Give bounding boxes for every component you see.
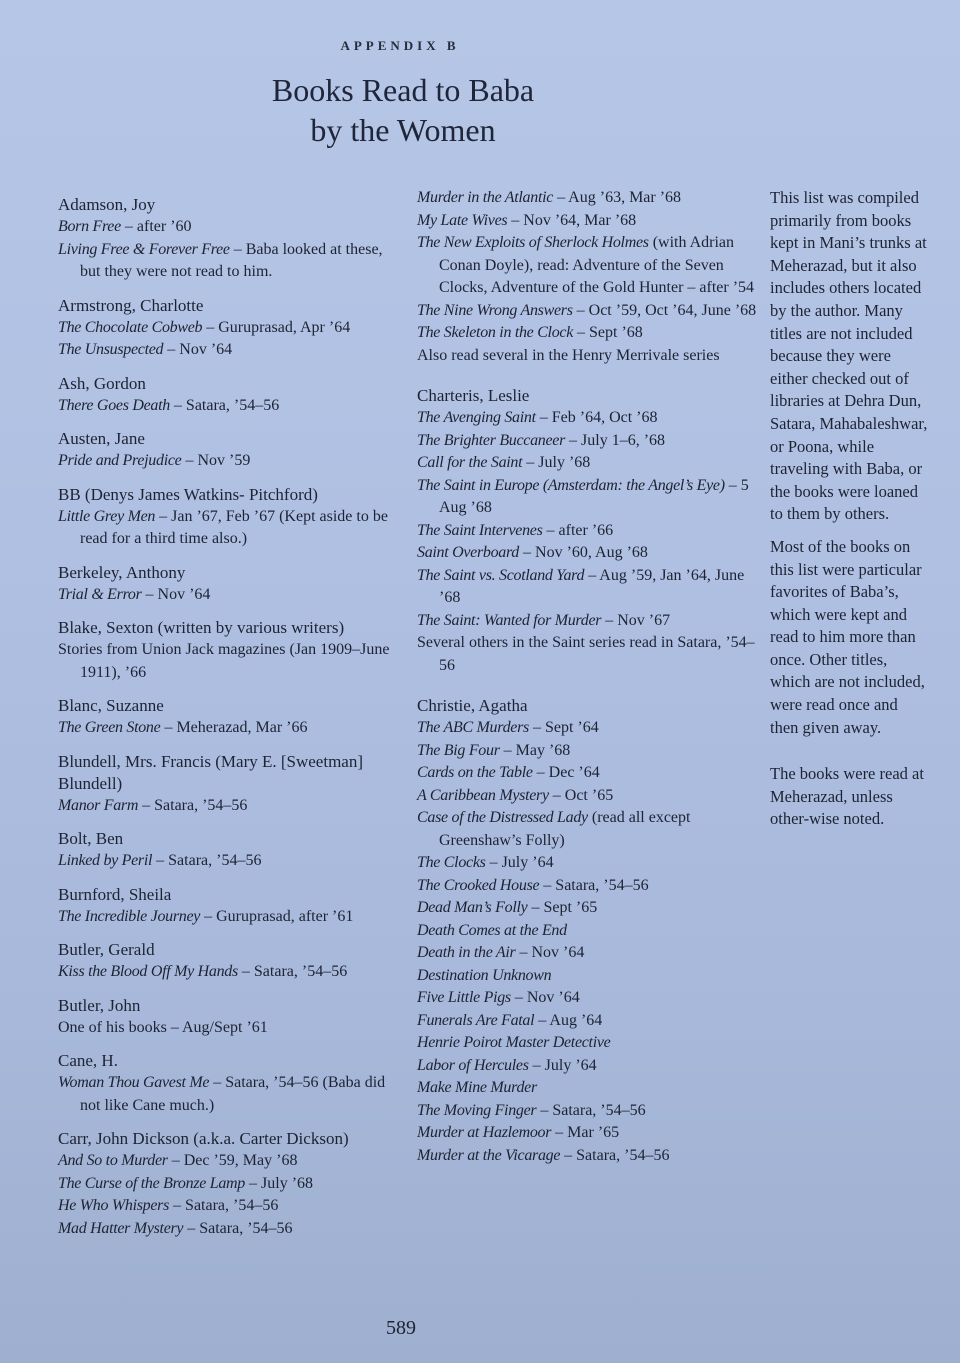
book-title: Cards on the Table: [417, 764, 533, 781]
author-entry: [58, 295, 403, 362]
book-title: Mad Hatter Mystery: [58, 1219, 184, 1237]
author-name: Austen, Jane: [58, 429, 145, 448]
book-line: [417, 452, 757, 475]
book-title: Labor of Hercules: [417, 1056, 529, 1074]
book-title: Funerals Are Fatal: [417, 1011, 535, 1029]
title-line-1: Books Read to Baba: [271, 72, 535, 108]
book-note: – May ’68: [499, 741, 571, 759]
book-title: My Late Wives: [417, 211, 508, 229]
book-line: [58, 506, 403, 551]
author-entry: [58, 617, 403, 684]
book-line: [58, 717, 403, 740]
book-note: Stories from Union Jack magazines (Jan 1909–June 1911), ’66: [58, 641, 390, 681]
book-title: The Skeleton in the Clock: [417, 324, 574, 341]
book-note: – Satara, ’54–56 (Baba did not like Cane much.): [80, 1074, 386, 1114]
author-name: Ash, Gordon: [58, 373, 146, 393]
book-line: [417, 520, 757, 543]
book-title: Five Little Pigs: [417, 989, 511, 1006]
book-note: – Satara, ’54–56: [539, 876, 649, 894]
book-line: [417, 632, 757, 677]
book-line: [417, 942, 757, 965]
author-name: Blanc, Suzanne: [58, 696, 164, 715]
author-entry: [417, 695, 757, 1167]
column-1: [58, 194, 403, 1251]
book-line: [58, 395, 403, 418]
book-title: Make Mine Murder: [417, 1079, 537, 1096]
book-note: (with Adrian Conan Doyle), read: Adventure of the Seven Clocks, Adventure of the Gold Hunter – after ’54: [439, 234, 755, 296]
author-name: Burnford, Sheila: [58, 884, 172, 904]
book-note: – Satara, ’54–56: [560, 1146, 670, 1164]
book-title: Destination Unknown: [417, 966, 552, 984]
author-name: Carr, John Dickson (a.k.a. Carter Dickson): [58, 1129, 349, 1148]
author-entry: [58, 428, 403, 473]
book-note: (read all except Greenshaw’s Folly): [439, 809, 691, 849]
book-line: [417, 565, 757, 610]
book-line: [58, 1218, 403, 1241]
book-note: – Oct ’65: [548, 786, 614, 804]
book-title: The Saint vs. Scotland Yard: [417, 566, 585, 584]
book-line: [58, 639, 403, 684]
book-line: [417, 232, 757, 300]
book-line: [417, 542, 757, 565]
book-title: Call for the Saint: [417, 454, 523, 471]
book-title: He Who Whispers: [58, 1197, 170, 1214]
book-note: – Sept ’65: [527, 899, 598, 916]
book-note: – July ’68: [245, 1174, 314, 1192]
book-title: The Incredible Journey: [58, 907, 201, 925]
book-title: The Clocks: [417, 854, 486, 871]
book-line: [417, 407, 757, 430]
book-title: Death Comes at the End: [417, 921, 567, 939]
author-entry: [58, 194, 403, 284]
book-note: Several others in the Saint series read in Satara, ’54–56: [417, 634, 755, 674]
book-title: The Big Four: [417, 741, 500, 759]
author-name: Berkeley, Anthony: [58, 562, 186, 582]
book-note: – Sept ’68: [573, 324, 643, 341]
book-line: [417, 1032, 757, 1055]
book-note: – Nov ’64: [163, 341, 233, 358]
author-entry: [58, 562, 403, 607]
book-line: [58, 317, 403, 340]
book-line: [417, 187, 757, 210]
book-line: [417, 1010, 757, 1033]
book-note: – Satara, ’54–56: [169, 1197, 279, 1214]
book-note: – July 1–6, ’68: [565, 431, 666, 449]
book-line: [58, 1173, 403, 1196]
book-line: [58, 1017, 403, 1040]
side-note-paragraph-3: The books were read at Meherazad, unless other-wise noted.: [770, 764, 924, 829]
book-note: – after ’66: [542, 521, 614, 539]
book-title: The Saint Intervenes: [417, 521, 543, 539]
book-note: – Satara, ’54–56: [183, 1219, 293, 1237]
book-title: The Curse of the Bronze Lamp: [58, 1174, 246, 1192]
book-note: – Satara, ’54–56: [152, 852, 262, 869]
author-entry: [58, 995, 403, 1040]
book-line: [417, 1100, 757, 1123]
book-line: [58, 1195, 403, 1218]
book-line: [58, 906, 403, 929]
book-note: – Nov ’64, Mar ’68: [507, 211, 637, 229]
book-title: The Moving Finger: [417, 1101, 537, 1119]
book-title: The Saint: Wanted for Murder: [417, 611, 602, 629]
book-line: [58, 216, 403, 239]
book-note: One of his books – Aug/Sept ’61: [58, 1018, 268, 1036]
book-note: – Satara, ’54–56: [169, 396, 280, 414]
side-note-paragraph-2: Most of the books on this list were particular favorites of Baba’s, which were kept and read to him more than once. Other titles, which are not included, were read once and then given away.: [770, 536, 925, 737]
book-note: – Aug ’59, Jan ’64, June ’68: [439, 566, 745, 606]
book-line: [58, 1150, 403, 1173]
book-note: – Nov ’64: [515, 944, 585, 961]
author-name: Armstrong, Charlotte: [58, 295, 204, 315]
book-line: [58, 450, 403, 473]
book-note: – Nov ’64: [141, 585, 211, 603]
book-note: – after ’60: [120, 218, 192, 235]
book-title: The Avenging Saint: [417, 409, 536, 426]
book-title: And So to Murder: [58, 1152, 168, 1169]
book-note: – July ’68: [522, 454, 591, 471]
author-name: BB (Denys James Watkins- Pitchford): [58, 484, 318, 504]
book-title: Murder at Hazlemoor: [417, 1124, 552, 1141]
book-title: The Green Stone: [58, 719, 161, 736]
book-line: [417, 210, 757, 233]
book-note: Also read several in the Henry Merrivale series: [417, 346, 720, 364]
author-entry: [58, 884, 403, 929]
book-line: [417, 322, 757, 345]
book-title: Linked by Peril: [58, 852, 153, 869]
book-line: [417, 762, 757, 785]
book-line: [417, 785, 757, 808]
book-title: Death in the Air: [417, 944, 516, 961]
side-note: [770, 187, 930, 841]
author-entry: [58, 695, 403, 740]
author-name: Adamson, Joy: [58, 195, 156, 214]
book-line: [417, 897, 757, 920]
book-title: The Unsuspected: [58, 341, 164, 358]
book-title: Saint Overboard: [417, 544, 520, 561]
book-note: – Nov ’60, Aug ’68: [519, 544, 648, 561]
author-entry: [58, 1050, 403, 1117]
book-title: The Nine Wrong Answers: [417, 301, 573, 319]
book-title: Kiss the Blood Off My Hands: [58, 963, 238, 980]
book-note: – Nov ’59: [181, 452, 251, 469]
book-line: [417, 1055, 757, 1078]
book-line: [417, 875, 757, 898]
book-title: The New Exploits of Sherlock Holmes: [417, 234, 649, 251]
book-note: – Aug ’64: [534, 1011, 603, 1029]
book-note: – Guruprasad, Apr ’64: [202, 318, 351, 336]
book-note: – Feb ’64, Oct ’68: [535, 409, 658, 426]
author-entry: [58, 751, 403, 818]
book-title: Henrie Poirot Master Detective: [417, 1034, 611, 1051]
book-note: – Jan ’67, Feb ’67 (Kept aside to be read for a third time also.): [80, 507, 388, 547]
book-note: – July ’64: [528, 1056, 597, 1074]
book-note: – Aug ’63, Mar ’68: [553, 189, 682, 206]
book-line: [417, 1122, 757, 1145]
book-title: Little Grey Men: [58, 507, 156, 525]
book-title: Pride and Prejudice: [58, 452, 182, 469]
author-name: Blundell, Mrs. Francis (Mary E. [Sweetman] Blundell): [58, 751, 363, 793]
book-title: Woman Thou Gavest Me: [58, 1074, 210, 1091]
book-note: – July ’64: [485, 854, 554, 871]
book-note: – Nov ’64: [510, 989, 580, 1006]
author-entry: [417, 187, 757, 367]
book-line: [417, 807, 757, 852]
book-title: Manor Farm: [58, 796, 139, 814]
book-note: – Nov ’67: [601, 611, 671, 629]
author-name: Charteris, Leslie: [417, 386, 530, 405]
book-title: Living Free & Forever Free: [58, 240, 230, 258]
author-entry: [58, 828, 403, 873]
side-note-paragraph-1: This list was compiled primarily from books kept in Mani’s trunks at Meherazad, but it also includes others located by the author. Many titles are not included because they were either checked out of libraries at Dehra Dun, Satara, Mahabaleshwar, or Poona, while traveling with Baba, or the books were loaned to them by others.: [770, 188, 928, 524]
book-title: A Caribbean Mystery: [417, 786, 549, 804]
book-line: [417, 852, 757, 875]
appendix-label: APPENDIX B: [340, 38, 460, 53]
book-line: [417, 300, 757, 323]
book-note: – Sept ’64: [528, 719, 599, 736]
book-note: – Satara, ’54–56: [536, 1101, 646, 1119]
book-title: There Goes Death: [58, 396, 170, 414]
book-note: – Satara, ’54–56: [138, 796, 248, 814]
book-line: [58, 850, 403, 873]
book-line: [58, 961, 403, 984]
author-entry: [58, 939, 403, 984]
book-note: – Baba looked at these, but they were not read to him.: [80, 240, 383, 280]
book-line: [58, 584, 403, 607]
book-line: [417, 610, 757, 633]
author-entry: [58, 373, 403, 418]
book-title: Trial & Error: [58, 585, 142, 603]
column-2: [417, 187, 757, 1183]
book-line: [417, 1077, 757, 1100]
book-title: The Chocolate Cobweb: [58, 318, 203, 336]
author-name: Christie, Agatha: [417, 696, 528, 715]
book-note: – Mar ’65: [551, 1124, 620, 1141]
book-note: – Guruprasad, after ’61: [200, 907, 354, 925]
author-name: Cane, H.: [58, 1051, 118, 1070]
book-note: – Dec ’59, May ’68: [167, 1152, 298, 1169]
book-note: – Oct ’59, Oct ’64, June ’68: [572, 301, 757, 319]
book-note: – Satara, ’54–56: [237, 963, 348, 980]
book-line: [417, 345, 757, 368]
book-title: Born Free: [58, 218, 121, 235]
book-title: Case of the Distressed Lady: [417, 809, 588, 826]
book-title: Murder in the Atlantic: [417, 189, 554, 206]
book-title: The ABC Murders: [417, 719, 529, 736]
book-line: [417, 430, 757, 453]
book-line: [58, 339, 403, 362]
author-entry: [58, 484, 403, 551]
author-entry: [58, 1128, 403, 1240]
book-line: [417, 987, 757, 1010]
author-name: Bolt, Ben: [58, 829, 124, 848]
book-line: [58, 1072, 403, 1117]
book-note: – 5 Aug ’68: [439, 476, 749, 516]
page-title: [0, 70, 806, 150]
book-title: The Brighter Buccaneer: [417, 431, 566, 449]
book-title: The Saint in Europe (Amsterdam: the Angel’s Eye): [417, 476, 725, 494]
author-name: Blake, Sexton (written by various writers): [58, 618, 345, 637]
author-name: Butler, John: [58, 995, 141, 1015]
book-line: [58, 239, 403, 284]
page-number: 589: [386, 1317, 416, 1339]
book-line: [417, 965, 757, 988]
book-title: The Crooked House: [417, 876, 540, 894]
author-name: Butler, Gerald: [58, 940, 155, 959]
book-note: – Meherazad, Mar ’66: [160, 719, 308, 736]
book-line: [417, 1145, 757, 1168]
book-line: [417, 740, 757, 763]
book-line: [417, 717, 757, 740]
book-line: [417, 475, 757, 520]
author-entry: [417, 385, 757, 677]
book-title: Dead Man’s Folly: [417, 899, 528, 916]
title-line-2: by the Women: [310, 112, 496, 148]
book-line: [58, 795, 403, 818]
book-note: – Dec ’64: [532, 764, 600, 781]
book-title: Murder at the Vicarage: [417, 1146, 561, 1164]
book-line: [417, 920, 757, 943]
